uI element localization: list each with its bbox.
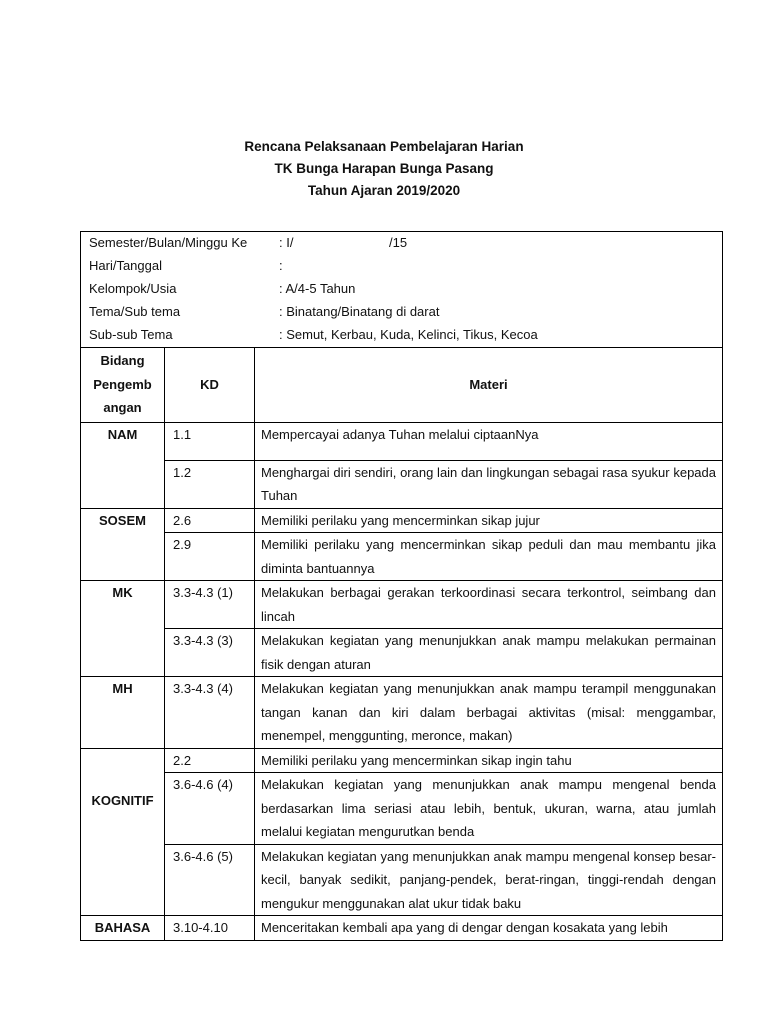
materi-cell: Memiliki perilaku yang mencerminkan sikap ingin tahu <box>255 748 723 773</box>
table-row <box>81 460 723 508</box>
header-bidang <box>81 348 165 423</box>
kd-cell: 2.6 <box>165 508 255 533</box>
materi-cell: Mempercayai adanya Tuhan melalui ciptaanNya <box>255 422 723 460</box>
bidang-nam: NAM <box>81 422 165 508</box>
kd-cell: 1.1 <box>165 422 255 460</box>
table-row <box>81 748 723 773</box>
info-value: : I/ <box>279 235 294 250</box>
info-value: : <box>279 258 283 273</box>
bidang-sosem: SOSEM <box>81 508 165 581</box>
bidang-bahasa: BAHASA <box>81 916 165 941</box>
materi-cell: Melakukan kegiatan yang menunjukkan anak mampu mengenal benda berdasarkan lima seriasi atau lebih, bentuk, ukuran, warna, atau jumlah melalui kegiatan mengurutkan benda <box>255 773 723 845</box>
info-value: : A/4-5 Tahun <box>279 281 356 296</box>
kd-cell: 1.2 <box>165 460 255 508</box>
materi-cell: Melakukan kegiatan yang menunjukkan anak mampu mengenal konsep besar-kecil, banyak sedikit, panjang-pendek, berat-ringan, tinggi-rendah dengan mengukur menggunakan alat ukur tidak baku <box>255 844 723 916</box>
bidang-kognitif: KOGNITIF <box>81 748 165 916</box>
table-row <box>81 533 723 581</box>
table-row <box>81 773 723 845</box>
title-line-1: Rencana Pelaksanaan Pembelajaran Harian <box>244 139 524 154</box>
kd-cell: 3.3-4.3 (4) <box>165 677 255 749</box>
table-row <box>81 629 723 677</box>
info-value: : Binatang/Binatang di darat <box>279 304 440 319</box>
materi-cell: Memiliki perilaku yang mencerminkan sikap jujur <box>255 508 723 533</box>
kd-cell: 3.3-4.3 (1) <box>165 581 255 629</box>
header-bidang-line: Pengemb <box>93 376 152 392</box>
table-row <box>81 844 723 916</box>
kd-cell: 3.10-4.10 <box>165 916 255 941</box>
info-value: : Semut, Kerbau, Kuda, Kelinci, Tikus, Kecoa <box>279 327 538 342</box>
info-label: Hari/Tanggal <box>89 258 162 273</box>
bidang-mk: MK <box>81 581 165 677</box>
materi-cell: Melakukan kegiatan yang menunjukkan anak mampu terampil menggunakan tangan kanan dan kiri dalam berbagai aktivitas (misal: menggambar, menempel, menggunting, meronce, makan) <box>255 677 723 749</box>
document-title <box>0 136 768 202</box>
kd-cell: 2.2 <box>165 748 255 773</box>
materi-cell: Memiliki perilaku yang mencerminkan sikap peduli dan mau membantu jika diminta bantuannya <box>255 533 723 581</box>
kd-cell: 2.9 <box>165 533 255 581</box>
kd-cell: 3.6-4.6 (4) <box>165 773 255 845</box>
table-row <box>81 916 723 941</box>
kd-cell: 3.6-4.6 (5) <box>165 844 255 916</box>
info-label: Kelompok/Usia <box>89 281 177 296</box>
table-row <box>81 677 723 749</box>
kd-cell: 3.3-4.3 (3) <box>165 629 255 677</box>
info-value-extra: /15 <box>389 235 408 250</box>
title-line-3: Tahun Ajaran 2019/2020 <box>307 183 461 198</box>
rpph-table <box>80 347 723 941</box>
header-bidang-line: Bidang <box>100 353 145 368</box>
table-row <box>81 422 723 460</box>
info-label: Semester/Bulan/Minggu Ke <box>89 235 248 250</box>
header-kd: KD <box>165 348 255 423</box>
bidang-mh: MH <box>81 677 165 749</box>
materi-cell: Menceritakan kembali apa yang di dengar dengan kosakata yang lebih <box>255 916 723 941</box>
header-materi: Materi <box>255 348 723 423</box>
header-bidang-line: angan <box>103 400 142 415</box>
materi-cell: Melakukan berbagai gerakan terkoordinasi secara terkontrol, seimbang dan lincah <box>255 581 723 629</box>
table-row <box>81 581 723 629</box>
table-row <box>81 508 723 533</box>
materi-cell: Melakukan kegiatan yang menunjukkan anak mampu melakukan permainan fisik dengan aturan <box>255 629 723 677</box>
info-label: Tema/Sub tema <box>89 304 181 319</box>
table-header-row <box>81 348 723 423</box>
info-label: Sub-sub Tema <box>89 327 173 342</box>
materi-cell: Menghargai diri sendiri, orang lain dan lingkungan sebagai rasa syukur kepada Tuhan <box>255 460 723 508</box>
info-box <box>80 231 723 347</box>
title-line-2: TK Bunga Harapan Bunga Pasang <box>274 161 494 176</box>
